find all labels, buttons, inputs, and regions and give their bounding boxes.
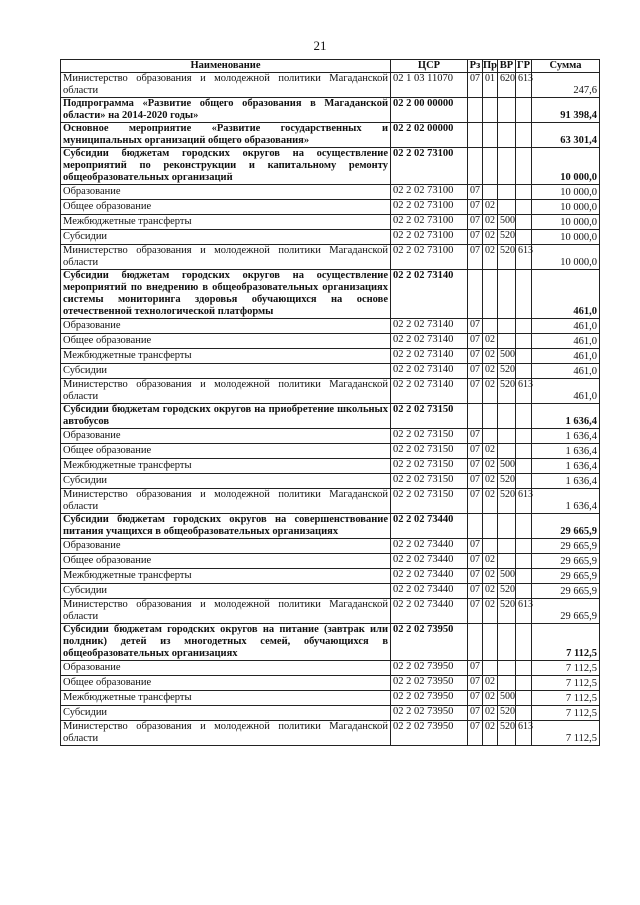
cell-vr <box>498 554 516 569</box>
cell-name: Образование <box>61 661 391 676</box>
table-header-row <box>61 60 600 73</box>
table-row <box>61 459 600 474</box>
cell-name: Министерство образования и молодежной политики Магаданской области <box>61 73 391 98</box>
cell-sum: 1 636,4 <box>532 429 600 444</box>
cell-code: 02 2 02 73150 <box>391 404 468 429</box>
cell-sum: 7 112,5 <box>532 676 600 691</box>
cell-sum: 29 665,9 <box>532 554 600 569</box>
cell-code: 02 2 02 73950 <box>391 624 468 661</box>
cell-pr: 02 <box>483 599 498 624</box>
cell-rz: 07 <box>468 245 483 270</box>
table-row <box>61 230 600 245</box>
column-header-rz: Рз <box>468 60 483 73</box>
column-header-code: ЦСР <box>391 60 468 73</box>
cell-gr <box>516 706 532 721</box>
cell-vr: 520 <box>498 599 516 624</box>
column-header-vr: ВР <box>498 60 516 73</box>
cell-name: Субсидии <box>61 706 391 721</box>
cell-name: Общее образование <box>61 200 391 215</box>
cell-rz: 07 <box>468 215 483 230</box>
cell-rz: 07 <box>468 676 483 691</box>
table-row <box>61 200 600 215</box>
cell-vr: 520 <box>498 379 516 404</box>
cell-pr: 01 <box>483 73 498 98</box>
cell-name: Межбюджетные трансферты <box>61 215 391 230</box>
cell-vr <box>498 123 516 148</box>
cell-gr <box>516 584 532 599</box>
cell-rz <box>468 270 483 319</box>
cell-code: 02 2 02 73100 <box>391 230 468 245</box>
cell-pr <box>483 624 498 661</box>
cell-sum: 10 000,0 <box>532 185 600 200</box>
cell-name: Межбюджетные трансферты <box>61 349 391 364</box>
table-body <box>61 73 600 746</box>
cell-vr <box>498 98 516 123</box>
table-row <box>61 691 600 706</box>
cell-gr <box>516 148 532 185</box>
cell-vr: 620 <box>498 73 516 98</box>
cell-name: Субсидии <box>61 364 391 379</box>
cell-pr: 02 <box>483 474 498 489</box>
table-row <box>61 270 600 319</box>
cell-sum: 461,0 <box>532 270 600 319</box>
cell-rz: 07 <box>468 429 483 444</box>
cell-vr: 500 <box>498 349 516 364</box>
cell-vr <box>498 676 516 691</box>
table-row <box>61 599 600 624</box>
cell-gr <box>516 215 532 230</box>
cell-gr <box>516 429 532 444</box>
cell-sum: 1 636,4 <box>532 474 600 489</box>
cell-pr: 02 <box>483 459 498 474</box>
cell-code: 02 2 02 73100 <box>391 245 468 270</box>
cell-sum: 7 112,5 <box>532 706 600 721</box>
cell-vr <box>498 624 516 661</box>
cell-vr <box>498 148 516 185</box>
cell-rz: 07 <box>468 200 483 215</box>
cell-vr <box>498 539 516 554</box>
cell-gr <box>516 444 532 459</box>
table-row <box>61 444 600 459</box>
table-row <box>61 73 600 98</box>
cell-vr: 520 <box>498 474 516 489</box>
cell-name: Министерство образования и молодежной политики Магаданской области <box>61 245 391 270</box>
table-row <box>61 489 600 514</box>
cell-code: 02 2 02 73440 <box>391 584 468 599</box>
cell-code: 02 2 02 73140 <box>391 364 468 379</box>
cell-vr <box>498 185 516 200</box>
cell-gr <box>516 404 532 429</box>
column-header-sum: Сумма <box>532 60 600 73</box>
cell-sum: 461,0 <box>532 349 600 364</box>
cell-pr: 02 <box>483 721 498 746</box>
cell-sum: 10 000,0 <box>532 230 600 245</box>
cell-code: 02 1 03 11070 <box>391 73 468 98</box>
cell-code: 02 2 02 00000 <box>391 123 468 148</box>
cell-pr <box>483 319 498 334</box>
cell-gr <box>516 334 532 349</box>
cell-sum: 29 665,9 <box>532 599 600 624</box>
cell-code: 02 2 02 73150 <box>391 444 468 459</box>
cell-gr <box>516 554 532 569</box>
cell-sum: 1 636,4 <box>532 489 600 514</box>
cell-vr <box>498 661 516 676</box>
cell-name: Министерство образования и молодежной политики Магаданской области <box>61 721 391 746</box>
cell-pr <box>483 514 498 539</box>
cell-code: 02 2 02 73950 <box>391 706 468 721</box>
cell-code: 02 2 02 73100 <box>391 215 468 230</box>
cell-rz: 07 <box>468 444 483 459</box>
cell-vr: 500 <box>498 691 516 706</box>
cell-sum: 7 112,5 <box>532 721 600 746</box>
cell-code: 02 2 02 73950 <box>391 691 468 706</box>
table-row <box>61 319 600 334</box>
cell-name: Образование <box>61 319 391 334</box>
cell-gr: 613 <box>516 599 532 624</box>
cell-gr: 613 <box>516 721 532 746</box>
cell-code: 02 2 02 73150 <box>391 459 468 474</box>
cell-pr: 02 <box>483 691 498 706</box>
table-row <box>61 661 600 676</box>
cell-rz: 07 <box>468 349 483 364</box>
table-row <box>61 334 600 349</box>
cell-rz: 07 <box>468 334 483 349</box>
cell-sum: 7 112,5 <box>532 624 600 661</box>
cell-pr <box>483 404 498 429</box>
cell-rz: 07 <box>468 599 483 624</box>
cell-pr: 02 <box>483 584 498 599</box>
cell-code: 02 2 02 73100 <box>391 148 468 185</box>
cell-sum: 461,0 <box>532 334 600 349</box>
cell-vr: 500 <box>498 459 516 474</box>
cell-gr <box>516 123 532 148</box>
cell-code: 02 2 02 73140 <box>391 270 468 319</box>
cell-rz: 07 <box>468 554 483 569</box>
cell-pr <box>483 148 498 185</box>
table-row <box>61 514 600 539</box>
cell-sum: 461,0 <box>532 364 600 379</box>
cell-rz: 07 <box>468 584 483 599</box>
table-row <box>61 364 600 379</box>
cell-gr <box>516 270 532 319</box>
cell-sum: 63 301,4 <box>532 123 600 148</box>
cell-vr: 520 <box>498 364 516 379</box>
cell-code: 02 2 02 73440 <box>391 539 468 554</box>
cell-code: 02 2 02 73140 <box>391 379 468 404</box>
cell-gr <box>516 514 532 539</box>
cell-rz: 07 <box>468 73 483 98</box>
cell-code: 02 2 02 73140 <box>391 334 468 349</box>
cell-gr <box>516 661 532 676</box>
table-row <box>61 624 600 661</box>
cell-pr: 02 <box>483 334 498 349</box>
table-row <box>61 404 600 429</box>
cell-sum: 461,0 <box>532 319 600 334</box>
cell-name: Подпрограмма «Развитие общего образования в Магаданской области» на 2014-2020 годы» <box>61 98 391 123</box>
cell-name: Общее образование <box>61 676 391 691</box>
cell-name: Образование <box>61 539 391 554</box>
cell-rz <box>468 514 483 539</box>
cell-gr <box>516 200 532 215</box>
table-row <box>61 676 600 691</box>
table-row <box>61 539 600 554</box>
cell-vr: 520 <box>498 721 516 746</box>
cell-sum: 1 636,4 <box>532 404 600 429</box>
cell-code: 02 2 02 73440 <box>391 599 468 624</box>
cell-pr: 02 <box>483 676 498 691</box>
cell-pr: 02 <box>483 230 498 245</box>
cell-vr: 520 <box>498 230 516 245</box>
cell-code: 02 2 02 73100 <box>391 185 468 200</box>
table-row <box>61 554 600 569</box>
cell-name: Министерство образования и молодежной политики Магаданской области <box>61 379 391 404</box>
cell-pr <box>483 185 498 200</box>
cell-name: Субсидии <box>61 474 391 489</box>
cell-name: Субсидии бюджетам городских округов на осуществление мероприятий по реконструкции и капитальному ремонту общеобразовательных организаций <box>61 148 391 185</box>
cell-name: Образование <box>61 429 391 444</box>
cell-vr: 520 <box>498 489 516 514</box>
table-row <box>61 474 600 489</box>
cell-gr <box>516 185 532 200</box>
cell-rz: 07 <box>468 379 483 404</box>
cell-name: Межбюджетные трансферты <box>61 691 391 706</box>
budget-table <box>60 59 600 746</box>
cell-rz: 07 <box>468 539 483 554</box>
table-row <box>61 721 600 746</box>
table-row <box>61 569 600 584</box>
cell-pr: 02 <box>483 379 498 404</box>
table-row <box>61 584 600 599</box>
cell-gr <box>516 349 532 364</box>
cell-vr: 520 <box>498 584 516 599</box>
cell-gr <box>516 459 532 474</box>
cell-name: Министерство образования и молодежной политики Магаданской области <box>61 489 391 514</box>
cell-code: 02 2 02 73140 <box>391 349 468 364</box>
cell-sum: 91 398,4 <box>532 98 600 123</box>
cell-sum: 29 665,9 <box>532 584 600 599</box>
cell-sum: 7 112,5 <box>532 661 600 676</box>
cell-name: Министерство образования и молодежной политики Магаданской области <box>61 599 391 624</box>
cell-vr <box>498 514 516 539</box>
cell-gr <box>516 319 532 334</box>
table-row <box>61 123 600 148</box>
cell-pr <box>483 270 498 319</box>
cell-gr: 613 <box>516 73 532 98</box>
cell-name: Субсидии бюджетам городских округов на осуществление мероприятий по внедрению в общеобразовательных организациях системы мониторинга здоровья обучающихся на основе отечественной технологической платформы <box>61 270 391 319</box>
cell-pr: 02 <box>483 215 498 230</box>
cell-gr <box>516 230 532 245</box>
cell-gr: 613 <box>516 245 532 270</box>
cell-code: 02 2 02 73150 <box>391 429 468 444</box>
cell-rz: 07 <box>468 691 483 706</box>
cell-rz <box>468 148 483 185</box>
cell-code: 02 2 02 73950 <box>391 676 468 691</box>
cell-rz: 07 <box>468 319 483 334</box>
cell-gr <box>516 691 532 706</box>
cell-rz: 07 <box>468 661 483 676</box>
cell-gr <box>516 676 532 691</box>
cell-pr: 02 <box>483 364 498 379</box>
cell-sum: 29 665,9 <box>532 539 600 554</box>
cell-sum: 1 636,4 <box>532 444 600 459</box>
cell-code: 02 2 02 73440 <box>391 514 468 539</box>
cell-rz: 07 <box>468 474 483 489</box>
table-row <box>61 245 600 270</box>
cell-sum: 461,0 <box>532 379 600 404</box>
table-row <box>61 706 600 721</box>
cell-name: Субсидии бюджетам городских округов на питание (завтрак или полдник) детей из многодетных семей, обучающихся в общеобразовательных организациях <box>61 624 391 661</box>
cell-name: Общее образование <box>61 444 391 459</box>
cell-rz <box>468 98 483 123</box>
column-header-name: Наименование <box>61 60 391 73</box>
table-row <box>61 98 600 123</box>
cell-sum: 10 000,0 <box>532 245 600 270</box>
cell-pr: 02 <box>483 245 498 270</box>
cell-vr <box>498 200 516 215</box>
cell-gr: 613 <box>516 379 532 404</box>
page-number: 21 <box>313 38 327 53</box>
cell-vr <box>498 429 516 444</box>
cell-name: Межбюджетные трансферты <box>61 459 391 474</box>
table-row <box>61 148 600 185</box>
cell-vr: 520 <box>498 706 516 721</box>
cell-code: 02 2 02 73950 <box>391 661 468 676</box>
column-header-pr: Пр <box>483 60 498 71</box>
cell-pr <box>483 661 498 676</box>
cell-name: Субсидии <box>61 230 391 245</box>
cell-sum: 7 112,5 <box>532 691 600 706</box>
cell-pr <box>483 98 498 123</box>
cell-vr <box>498 319 516 334</box>
cell-vr: 500 <box>498 569 516 584</box>
cell-pr: 02 <box>483 489 498 514</box>
cell-name: Общее образование <box>61 554 391 569</box>
table-row <box>61 349 600 364</box>
cell-rz <box>468 123 483 148</box>
cell-pr: 02 <box>483 554 498 569</box>
cell-pr <box>483 539 498 554</box>
cell-pr: 02 <box>483 569 498 584</box>
cell-pr <box>483 123 498 148</box>
cell-vr <box>498 334 516 349</box>
table-row <box>61 215 600 230</box>
cell-gr <box>516 569 532 584</box>
cell-vr <box>498 270 516 319</box>
cell-rz: 07 <box>468 185 483 200</box>
table-row <box>61 185 600 200</box>
cell-name: Субсидии бюджетам городских округов на совершенствование питания учащихся в общеобразовательных организациях <box>61 514 391 539</box>
cell-rz: 07 <box>468 489 483 514</box>
cell-sum: 29 665,9 <box>532 569 600 584</box>
cell-pr: 02 <box>483 200 498 215</box>
cell-code: 02 2 02 73140 <box>391 319 468 334</box>
cell-name: Субсидии <box>61 584 391 599</box>
cell-pr: 02 <box>483 444 498 459</box>
cell-vr <box>498 404 516 429</box>
cell-name: Общее образование <box>61 334 391 349</box>
cell-code: 02 2 00 00000 <box>391 98 468 123</box>
cell-gr <box>516 474 532 489</box>
cell-pr <box>483 429 498 444</box>
cell-rz: 07 <box>468 459 483 474</box>
cell-gr <box>516 539 532 554</box>
cell-rz: 07 <box>468 706 483 721</box>
cell-pr: 02 <box>483 706 498 721</box>
cell-sum: 247,6 <box>532 73 600 98</box>
cell-rz: 07 <box>468 230 483 245</box>
cell-rz <box>468 624 483 661</box>
cell-rz <box>468 404 483 429</box>
cell-code: 02 2 02 73440 <box>391 554 468 569</box>
cell-sum: 10 000,0 <box>532 215 600 230</box>
cell-name: Субсидии бюджетам городских округов на приобретение школьных автобусов <box>61 404 391 429</box>
cell-vr: 520 <box>498 245 516 270</box>
cell-name: Основное мероприятие «Развитие государственных и муниципальных организаций общего образования» <box>61 123 391 148</box>
cell-name: Образование <box>61 185 391 200</box>
table-row <box>61 429 600 444</box>
cell-vr <box>498 444 516 459</box>
cell-vr: 500 <box>498 215 516 230</box>
cell-code: 02 2 02 73100 <box>391 200 468 215</box>
cell-rz: 07 <box>468 364 483 379</box>
cell-sum: 29 665,9 <box>532 514 600 539</box>
cell-code: 02 2 02 73150 <box>391 489 468 514</box>
cell-rz: 07 <box>468 721 483 746</box>
cell-rz: 07 <box>468 569 483 584</box>
cell-sum: 10 000,0 <box>532 200 600 215</box>
cell-code: 02 2 02 73440 <box>391 569 468 584</box>
cell-sum: 10 000,0 <box>532 148 600 185</box>
cell-sum: 1 636,4 <box>532 459 600 474</box>
cell-gr: 613 <box>516 489 532 514</box>
cell-pr: 02 <box>483 349 498 364</box>
cell-gr <box>516 98 532 123</box>
cell-code: 02 2 02 73150 <box>391 474 468 489</box>
cell-gr <box>516 364 532 379</box>
table-row <box>61 379 600 404</box>
cell-gr <box>516 624 532 661</box>
cell-code: 02 2 02 73950 <box>391 721 468 746</box>
column-header-gr: ГР <box>516 60 531 71</box>
cell-name: Межбюджетные трансферты <box>61 569 391 584</box>
